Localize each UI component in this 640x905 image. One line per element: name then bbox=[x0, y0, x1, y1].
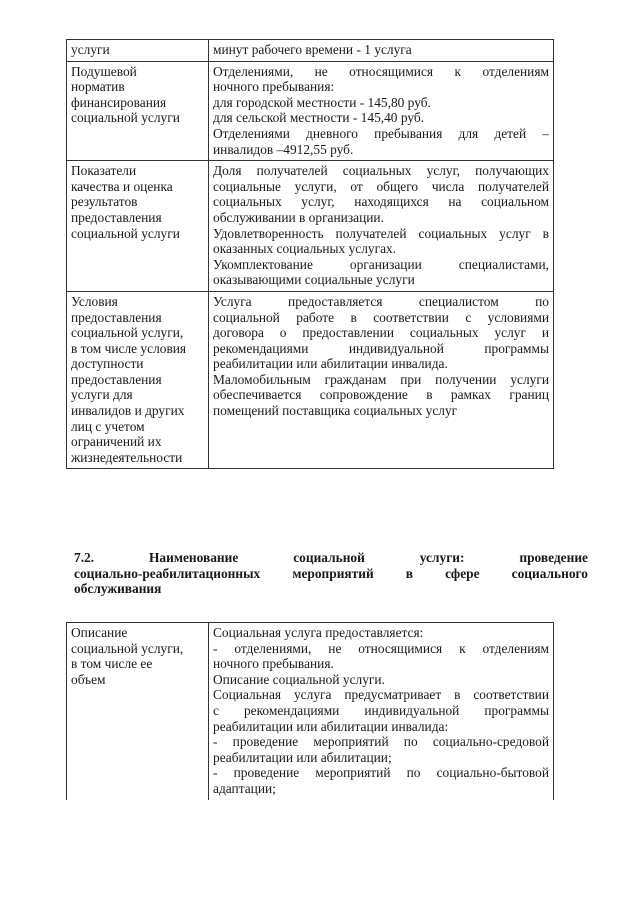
row-value-cell bbox=[209, 291, 554, 469]
label-line: Подушевой bbox=[71, 63, 137, 79]
label-line: лиц с учетом bbox=[71, 418, 145, 434]
label-line: услуги для bbox=[71, 387, 133, 403]
value-line: социальной работе в соответствии с условиями bbox=[213, 309, 549, 325]
row-label-cell bbox=[67, 161, 209, 292]
row-value-cell bbox=[209, 161, 554, 292]
value-line: для сельской местности - 145,40 руб. bbox=[213, 110, 425, 126]
label-line: качества и оценка bbox=[71, 178, 173, 194]
table-row bbox=[67, 291, 554, 469]
label-line: ограничений их bbox=[71, 434, 162, 450]
label-line: инвалидов и других bbox=[71, 403, 185, 419]
value-line: Маломобильным гражданам при получении услуги bbox=[213, 371, 549, 387]
value-line: Доля получателей социальных услуг, получающих bbox=[213, 163, 549, 179]
label-line: Условия bbox=[71, 293, 118, 309]
value-line: ночного пребывания: bbox=[213, 79, 335, 95]
section-heading bbox=[74, 550, 588, 597]
value-line: реабилитации или абилитации инвалида. bbox=[213, 356, 448, 372]
value-line: рекомендациями индивидуальной программы bbox=[213, 340, 549, 356]
label-line: социальной услуги bbox=[71, 225, 180, 241]
label-line: объем bbox=[71, 671, 106, 687]
label-line: в том числе ее bbox=[71, 656, 153, 672]
value-line: Услуга предоставляется специалистом по bbox=[213, 293, 549, 309]
value-line: обслуживании в организации. bbox=[213, 209, 384, 225]
label-line: в том числе условия bbox=[71, 340, 187, 356]
label-line: предоставления bbox=[71, 371, 162, 387]
value-line: для городской местности - 145,80 руб. bbox=[213, 94, 431, 110]
label-line: результатов bbox=[71, 194, 138, 210]
label-line: финансирования bbox=[71, 94, 167, 110]
value-line: Отделениями дневного пребывания для детей – bbox=[213, 125, 549, 141]
label-line: социальной услуги, bbox=[71, 325, 184, 341]
label-line: социальной услуги, bbox=[71, 640, 184, 656]
label-line: доступности bbox=[71, 356, 144, 372]
table-row bbox=[67, 161, 554, 292]
row-label-cell bbox=[67, 40, 209, 62]
table-row bbox=[67, 623, 554, 800]
value-line: договора о предоставлении социальных услуг и bbox=[213, 325, 549, 341]
label-line: услуги bbox=[71, 42, 110, 57]
label-line: норматив bbox=[71, 79, 125, 95]
label-line: Описание bbox=[71, 625, 128, 640]
row-value-cell bbox=[209, 623, 554, 800]
table-row bbox=[67, 40, 554, 62]
row-label-cell bbox=[67, 623, 209, 800]
value-line: ночного пребывания. bbox=[213, 656, 334, 672]
heading-line: 7.2. Наименование социальной услуги: проведение bbox=[74, 550, 588, 565]
table-row bbox=[67, 61, 554, 161]
row-label-cell bbox=[67, 61, 209, 161]
value-line: адаптации; bbox=[213, 780, 276, 796]
value-line: оказывающими социальные услуги bbox=[213, 272, 415, 288]
value-line: инвалидов –4912,55 руб. bbox=[213, 141, 354, 157]
value-line: с рекомендациями индивидуальной программы bbox=[213, 702, 549, 718]
value-line: реабилитации или абилитации; bbox=[213, 749, 392, 765]
heading-line: обслуживания bbox=[74, 581, 162, 597]
label-line: предоставления bbox=[71, 309, 162, 325]
value-line: Описание социальной услуги. bbox=[213, 671, 385, 687]
value-line: обеспечивается сопровождение в рамках границ bbox=[213, 387, 549, 403]
value-line: - проведение мероприятий по социально-средовой bbox=[213, 734, 549, 750]
value-line: социальных услуг, находящихся на социальном bbox=[213, 194, 549, 210]
value-line: Социальная услуга предусматривает в соответствии bbox=[213, 687, 549, 703]
value-line: Социальная услуга предоставляется: bbox=[213, 625, 424, 640]
label-line: социальной услуги bbox=[71, 110, 180, 126]
value-line: - проведение мероприятий по социально-бытовой bbox=[213, 765, 549, 781]
label-line: жизнедеятельности bbox=[71, 449, 183, 465]
value-line: Удовлетворенность получателей социальных услуг в bbox=[213, 225, 549, 241]
value-line: Отделениями, не относящимися к отделениям bbox=[213, 63, 549, 79]
value-line: оказанных социальных услугах. bbox=[213, 241, 397, 257]
service-parameters-table bbox=[66, 39, 554, 469]
label-line: Показатели bbox=[71, 163, 137, 179]
value-line: социальные услуги, от общего числа получателей bbox=[213, 178, 549, 194]
service-description-table bbox=[66, 622, 554, 800]
value-line: минут рабочего времени - 1 услуга bbox=[213, 42, 412, 57]
value-line: помещений поставщика социальных услуг bbox=[213, 403, 458, 419]
label-line: предоставления bbox=[71, 209, 162, 225]
value-line: - отделениями, не относящимися к отделениям bbox=[213, 640, 549, 656]
row-label-cell bbox=[67, 291, 209, 469]
value-line: Укомплектование организации специалистами, bbox=[213, 256, 549, 272]
value-line: реабилитации или абилитации инвалида: bbox=[213, 718, 449, 734]
row-value-cell bbox=[209, 61, 554, 161]
row-value-cell bbox=[209, 40, 554, 62]
heading-line: социально-реабилитационных мероприятий в сфере социального bbox=[74, 565, 588, 581]
